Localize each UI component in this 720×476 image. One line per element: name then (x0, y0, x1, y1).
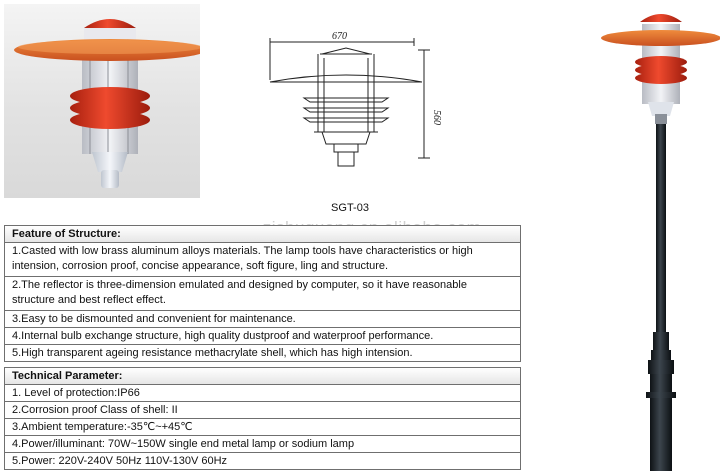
parameter-item-5: 5.Power: 220V-240V 50Hz 110V-130V 60Hz (5, 453, 521, 470)
dimension-width-label: 670 (332, 31, 347, 42)
structure-item-2 (5, 277, 521, 311)
parameter-item-4: 4.Power/illuminant: 70W~150W single end metal lamp or sodium lamp (5, 436, 521, 453)
structure-item-3-line-1: 3.Easy to be dismounted and convenient for maintenance. (12, 313, 296, 325)
dimension-drawing (262, 28, 452, 188)
structure-item-4 (5, 328, 521, 345)
dimension-height-label: 560 (431, 110, 442, 125)
structure-item-5 (5, 345, 521, 362)
structure-table (4, 225, 521, 362)
structure-item-4-line-1: 4.Internal bulb exchange structure, high quality dustproof and waterproof performance. (12, 330, 434, 342)
structure-title: Feature of Structure: (5, 226, 521, 243)
structure-item-2-line-1: 2.The reflector is three-dimension emulated and designed by computer, so it have reasonable (12, 279, 467, 291)
lamp-photo-icon (4, 4, 200, 198)
structure-item-1-line-1: 1.Casted with low brass aluminum alloys materials. The lamp tools have characteristics or high (12, 245, 473, 257)
structure-item-1-line-2: intension, corrosion proof, concise appearance, soft figure, ling and structure. (12, 260, 389, 272)
parameter-title: Technical Parameter: (5, 368, 521, 385)
structure-item-2-line-2: structure and best reflect effect. (12, 294, 166, 306)
product-photo (4, 4, 200, 198)
parameter-item-3: 3.Ambient temperature:-35℃~+45℃ (5, 419, 521, 436)
structure-item-1 (5, 243, 521, 277)
pole-lamp-photo (594, 6, 720, 471)
parameter-item-1: 1. Level of protection:IP66 (5, 385, 521, 402)
parameter-table (4, 367, 521, 470)
parameter-item-2: 2.Corrosion proof Class of shell: II (5, 402, 521, 419)
structure-item-3 (5, 311, 521, 328)
street-lamp-icon (594, 6, 720, 471)
model-number: SGT-03 (331, 202, 369, 214)
structure-item-5-line-1: 5.High transparent ageing resistance methacrylate shell, which has high intension. (12, 347, 413, 359)
